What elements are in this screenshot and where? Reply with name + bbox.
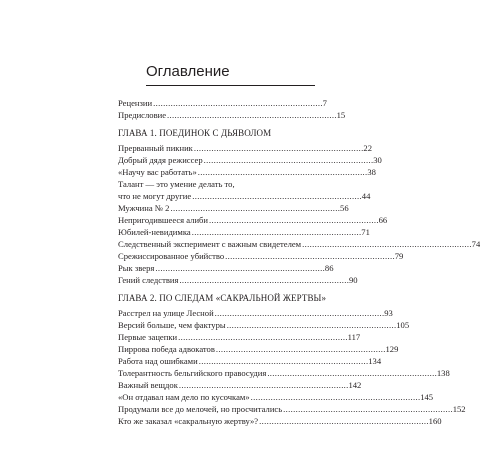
toc-entry-title: Гений следствия — [118, 275, 179, 285]
toc-entry — [118, 250, 404, 262]
toc-entry — [118, 307, 393, 319]
dot-leader — [192, 226, 361, 238]
toc-entry-page: 30 — [373, 155, 382, 165]
dot-leader — [259, 415, 428, 427]
toc-entry-page: 145 — [420, 392, 434, 402]
dot-leader — [227, 319, 396, 331]
toc-entry-page: 142 — [348, 380, 362, 390]
toc-entry-title: Добрый дядя режиссер — [118, 155, 203, 165]
dot-leader — [209, 214, 378, 226]
toc-entry-title: Важный вещдок — [118, 380, 178, 390]
toc-entry-title: Прерванный пикник — [118, 143, 193, 153]
toc-entry-title: Предисловие — [118, 110, 167, 120]
toc-entry-page: 15 — [336, 110, 346, 120]
toc-entry-page: 56 — [340, 203, 349, 213]
chapter-heading-1: ГЛАВА 1. ПОЕДИНОК С ДЬЯВОЛОМ — [118, 128, 272, 138]
toc-entry-page: 22 — [363, 143, 372, 153]
toc-entry-page: 152 — [452, 404, 466, 414]
toc-entry — [118, 274, 358, 286]
toc-entry-page: 66 — [378, 215, 388, 225]
dot-leader — [199, 355, 368, 367]
toc-entry-title: Следственный эксперимент с важным свидетелем — [118, 239, 302, 249]
dot-leader — [167, 109, 336, 121]
toc-entry — [118, 190, 371, 202]
toc-entry-page: 134 — [368, 356, 382, 366]
dot-leader — [302, 238, 471, 250]
toc-entry — [118, 403, 466, 415]
dot-leader — [267, 367, 436, 379]
toc-entry-title: Работа над ошибками — [118, 356, 198, 366]
toc-entry-title: Пиррова победа адвокатов — [118, 344, 215, 354]
toc-entry-page: 38 — [367, 167, 376, 177]
toc-entry-page: 117 — [347, 332, 361, 342]
toc-entry — [118, 262, 334, 274]
toc-entry-page: 93 — [384, 308, 393, 318]
toc-entry-title: Расстрел на улице Лесной — [118, 308, 214, 318]
toc-entry-title: Срежиссированное убийство — [118, 251, 225, 261]
chapter-heading-2: ГЛАВА 2. ПО СЛЕДАМ «САКРАЛЬНОЙ ЖЕРТВЫ» — [118, 293, 327, 303]
toc-entry — [118, 415, 442, 427]
toc-entry — [118, 226, 370, 238]
toc-entry-foreword — [118, 109, 346, 121]
toc-entry-page: 129 — [385, 344, 399, 354]
toc-entry-title: Кто же заказал «сакральную жертву»? — [118, 416, 259, 426]
toc-entry-title: Юбилей-невидимка — [118, 227, 191, 237]
page-title: Оглавление — [146, 63, 230, 80]
toc-entry-page: 79 — [394, 251, 404, 261]
toc-entry — [118, 355, 382, 367]
dot-leader — [204, 154, 373, 166]
toc-entry-page: 105 — [396, 320, 410, 330]
toc-entry-title: Первые зацепки — [118, 332, 178, 342]
toc-entry-title: Продумали все до мелочей, но просчитались — [118, 404, 283, 414]
toc-entry — [118, 214, 388, 226]
toc-entry-page: 44 — [361, 191, 371, 201]
dot-leader — [215, 307, 384, 319]
toc-entry — [118, 379, 362, 391]
toc-entry-page: 160 — [428, 416, 442, 426]
dot-leader — [155, 262, 324, 274]
toc-entry-page: 86 — [324, 263, 334, 273]
title-divider — [146, 85, 315, 86]
toc-entry-reviews — [118, 97, 327, 109]
dot-leader — [216, 343, 385, 355]
dot-leader — [194, 142, 363, 154]
toc-entry — [118, 202, 349, 214]
dot-leader — [178, 331, 347, 343]
toc-entry-title: «Он отдавал нам дело по кусочкам» — [118, 392, 250, 402]
dot-leader — [198, 166, 367, 178]
toc-entry-page: 71 — [361, 227, 370, 237]
dot-leader — [283, 403, 452, 415]
dot-leader — [251, 391, 420, 403]
toc-entry — [118, 343, 399, 355]
dot-leader — [153, 97, 322, 109]
toc-entry — [118, 142, 372, 154]
dot-leader — [192, 190, 361, 202]
toc-entry-title: Непригодившееся алиби — [118, 215, 209, 225]
toc-entry — [118, 391, 434, 403]
toc-entry-title-line: Талант — это умение делать то, — [118, 179, 235, 189]
toc-entry-title: что не могут другие — [118, 191, 192, 201]
toc-entry — [118, 331, 361, 343]
toc-entry-title: Толерантность бельгийского правосудия — [118, 368, 267, 378]
toc-entry-title: Рык зверя — [118, 263, 155, 273]
dot-leader — [225, 250, 394, 262]
toc-entry — [118, 238, 480, 250]
toc-entry-page: 74 — [471, 239, 480, 249]
toc-entry — [118, 154, 382, 166]
toc-entry-page: 90 — [348, 275, 358, 285]
toc-entry — [118, 367, 450, 379]
toc-entry-title: «Научу вас работать» — [118, 167, 197, 177]
dot-leader — [179, 379, 348, 391]
toc-entry-title: Мужчина № 2 — [118, 203, 170, 213]
toc-entry — [118, 319, 410, 331]
dot-leader — [179, 274, 348, 286]
toc-entry — [118, 166, 376, 178]
toc-entry-page: 138 — [436, 368, 450, 378]
toc-entry-title: Рецензии — [118, 98, 153, 108]
toc-entry-title: Версий больше, чем фактуры — [118, 320, 226, 330]
dot-leader — [170, 202, 339, 214]
toc-entry-page: 7 — [322, 98, 327, 108]
